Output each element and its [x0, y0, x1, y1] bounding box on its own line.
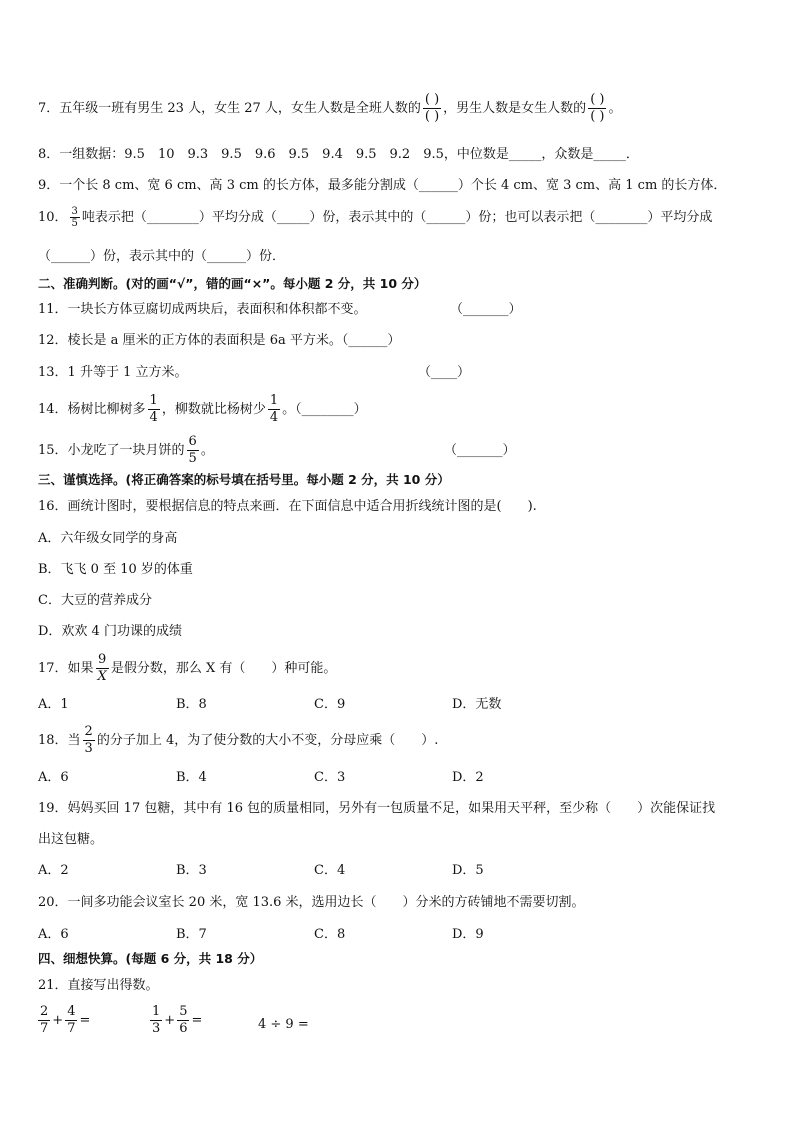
q16-option-b: B．飞飞 0 至 10 岁的体重 — [38, 562, 193, 577]
q17-option-d: D．无数 — [452, 697, 502, 712]
question-12: 12．棱长是 a 厘米的正方体的表面积是 6a 平方米。（______） — [38, 333, 401, 348]
question-7 — [38, 92, 621, 125]
q14-fraction-1: $\frac{1}{4}$ — [149, 393, 158, 425]
q15-answer-blank: （_______） — [444, 443, 516, 458]
question-19: 19．妈妈买回 17 包糖，其中有 16 包的质量相同，另外有一包质量不足，如果用天平秤，至少称（ ）次能保证找 — [38, 801, 716, 816]
q10-fraction: $\frac{3}{5}$ — [71, 206, 78, 229]
q18-fraction: $\frac{2}{3}$ — [84, 724, 93, 756]
question-13: 13．1 升等于 1 立方米。 — [38, 365, 188, 380]
q18-option-b: B．4 — [176, 770, 207, 785]
q16-option-d: D．欢欢 4 门功课的成绩 — [38, 624, 182, 639]
q11-answer-blank: （_______） — [450, 302, 522, 317]
q16-option-a: A．六年级女同学的身高 — [38, 531, 178, 546]
question-16: 16．画统计图时，要根据信息的特点来画．在下面信息中适合用折线统计图的是( ). — [38, 499, 537, 514]
calc-expression-2: $\frac{1}{3}$ + $\frac{5}{6}$ = — [152, 1004, 203, 1036]
calc-expression-3: 4 ÷ 9 = — [258, 1017, 309, 1032]
q18-option-d: D．2 — [452, 770, 484, 785]
q7-text-a: 7．五年级一班有男生 23 人，女生 27 人，女生人数是全班人数的 — [38, 101, 421, 116]
q17-option-a: A．1 — [38, 697, 69, 712]
q10-number: 10． — [38, 210, 68, 225]
question-14: 14．杨树比柳树多 $\frac{1}{4}$ ，柳数就比杨树少 $\frac{1}{4}$ 。（________） — [38, 393, 367, 425]
q20-option-d: D．9 — [452, 927, 484, 942]
question-11: 11．一块长方体豆腐切成两块后，表面积和体积都不变。 — [38, 302, 367, 317]
q18-option-a: A．6 — [38, 770, 69, 785]
q13-answer-blank: （____） — [418, 365, 471, 380]
q20-option-c: C．8 — [314, 927, 346, 942]
question-17: 17．如果 $\frac{9}{X}$ 是假分数，那么 X 有（ ）种可能。 — [38, 652, 337, 684]
question-8: 8．一组数据：9.5 10 9.3 9.5 9.6 9.5 9.4 9.5 9.2 9.5，中位数是_____，众数是_____． — [38, 147, 639, 162]
q7-text-end: 。 — [608, 101, 622, 116]
q19-option-a: A．2 — [38, 863, 69, 878]
q19-option-b: B．3 — [176, 863, 207, 878]
q18-option-c: C．3 — [314, 770, 346, 785]
question-18: 18．当 $\frac{2}{3}$ 的分子加上 4，为了使分数的大小不变，分母应乘（ ）. — [38, 724, 439, 756]
question-15: 15．小龙吃了一块月饼的 $\frac{6}{5}$ 。 — [38, 434, 214, 466]
q7-blank-fraction-1: $\frac{( )}{( )}$ — [424, 92, 440, 124]
calc-expression-1: $\frac{2}{7}$ + $\frac{4}{7}$ = — [40, 1004, 91, 1036]
q7-text-b: ，男生人数是女生人数的 — [443, 101, 587, 116]
question-10 — [38, 206, 712, 229]
q20-option-a: A．6 — [38, 927, 69, 942]
q7-blank-fraction-2: $\frac{( )}{( )}$ — [590, 92, 605, 124]
question-21: 21．直接写出得数。 — [38, 978, 159, 993]
q16-option-c: C．大豆的营养成分 — [38, 593, 152, 608]
q20-option-b: B．7 — [176, 927, 207, 942]
q17-option-c: C．9 — [314, 697, 346, 712]
q19-option-c: C．4 — [314, 863, 346, 878]
question-20: 20．一间多功能会议室长 20 米，宽 13.6 米，选用边长（ ）分米的方砖铺地不需要切割。 — [38, 895, 585, 910]
question-9: 9．一个长 8 cm、宽 6 cm、高 3 cm 的长方体，最多能分割成（______）个长 4 cm、宽 3 cm、高 1 cm 的长方体． — [38, 178, 727, 193]
question-19-line2: 出这包糖。 — [38, 832, 104, 847]
q14-fraction-2: $\frac{1}{4}$ — [269, 393, 279, 425]
section-2-heading: 二、准确判断。(对的画“√”，错的画“×”。每小题 2 分，共 10 分） — [38, 276, 427, 291]
section-4-heading: 四、细想快算。(每题 6 分，共 18 分） — [38, 951, 263, 966]
q17-fraction: $\frac{9}{X}$ — [97, 652, 107, 684]
q15-fraction: $\frac{6}{5}$ — [188, 434, 197, 466]
q19-option-d: D．5 — [452, 863, 484, 878]
question-10-line2: （______）份，表示其中的（______）份． — [38, 249, 286, 264]
section-3-heading: 三、谨慎选择。(将正确答案的标号填在括号里。每小题 2 分，共 10 分） — [38, 472, 450, 487]
q10-text: 吨表示把（________）平均分成（_____）份，表示其中的（______）份；也可以表示把（________）平均分成 — [81, 210, 713, 225]
q17-option-b: B．8 — [176, 697, 207, 712]
